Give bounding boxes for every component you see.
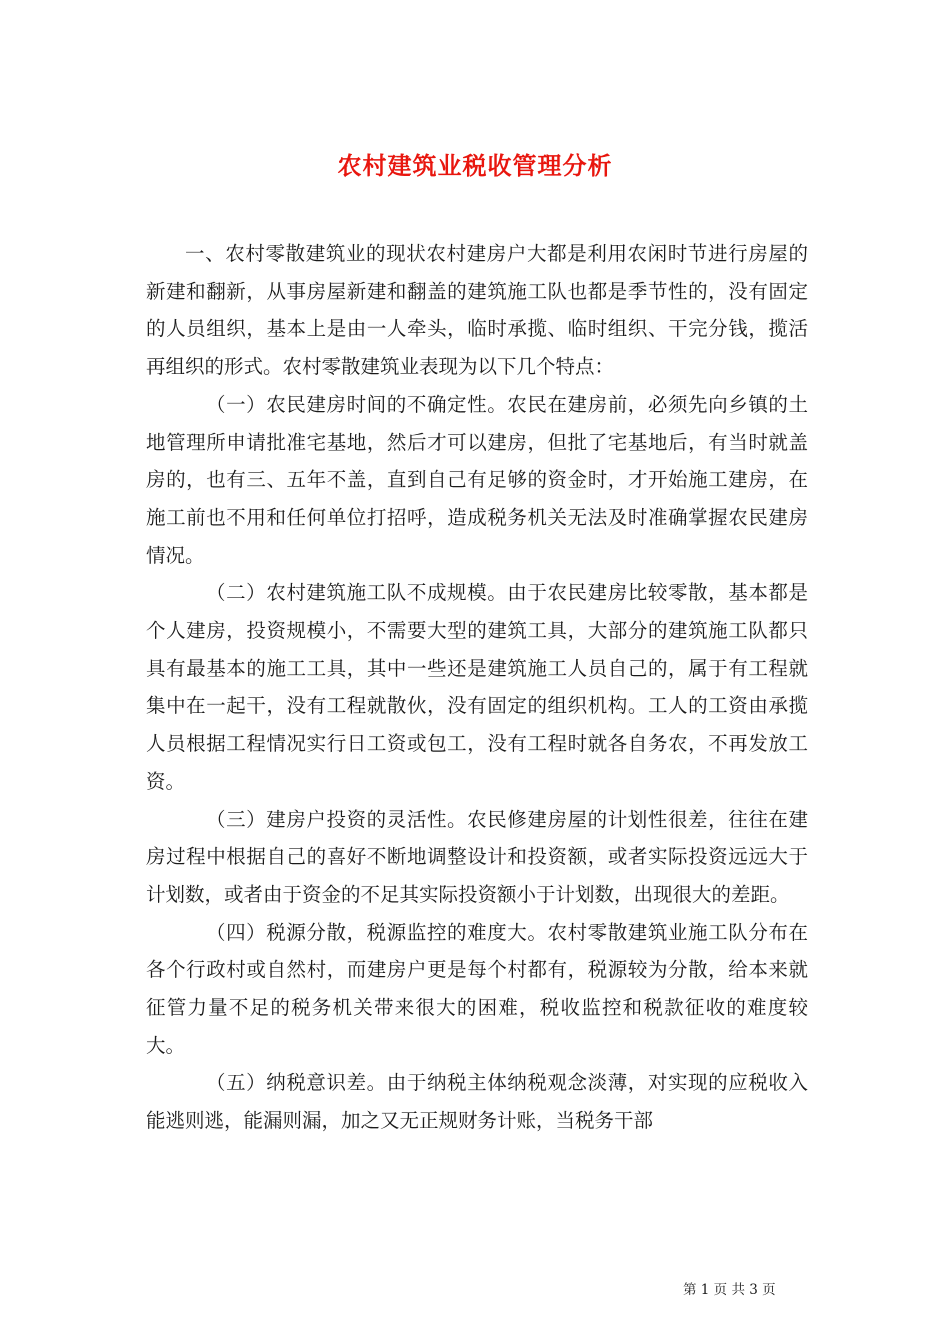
- page-number-label: 第 1 页 共 3 页: [683, 1282, 776, 1298]
- page-number-footer: [683, 1278, 776, 1298]
- paragraph-item-5: （五）纳税意识差。由于纳税主体纳税观念淡薄，对实现的应税收入能逃则逃，能漏则漏，加之又无正规财务计账，当税务干部: [146, 1071, 808, 1133]
- paragraph-item-4: （四）税源分散，税源监控的难度大。农村零散建筑业施工队分布在各个行政村或自然村，而建房户更是每个村都有，税源较为分散，给本来就征管力量不足的税务机关带来很大的困难，税收监控和税款征收的难度较大。: [146, 920, 808, 1057]
- paragraph-item-1: （一）农民建房时间的不确定性。农民在建房前，必须先向乡镇的土地管理所申请批准宅基地，然后才可以建房，但批了宅基地后，有当时就盖房的，也有三、五年不盖，直到自己有足够的资金时，才开始施工建房，在施工前也不用和任何单位打招呼，造成税务机关无法及时准确掌握农民建房情况。: [146, 392, 808, 567]
- document-title: 农村建筑业税收管理分析: [337, 151, 613, 181]
- paragraph-item-2: （二）农村建筑施工队不成规模。由于农民建房比较零散，基本都是个人建房，投资规模小，不需要大型的建筑工具，大部分的建筑施工队都只具有最基本的施工工具，其中一些还是建筑施工人员自己的，属于有工程就集中在一起干，没有工程就散伙，没有固定的组织机构。工人的工资由承揽人员根据工程情况实行日工资或包工，没有工程时就各自务农，不再发放工资。: [146, 581, 808, 793]
- document-body: [146, 235, 808, 1140]
- paragraph-item-3: （三）建房户投资的灵活性。农民修建房屋的计划性很差，往往在建房过程中根据自己的喜好不断地调整设计和投资额，或者实际投资远远大于计划数，或者由于资金的不足其实际投资额小于计划数，出现很大的差距。: [146, 807, 808, 906]
- paragraph-intro: 一、农村零散建筑业的现状农村建房户大都是利用农闲时节进行房屋的新建和翻新，从事房屋新建和翻盖的建筑施工队也都是季节性的，没有固定的人员组织，基本上是由一人牵头，临时承揽、临时组织、干完分钱，揽活再组织的形式。农村零散建筑业表现为以下几个特点：: [146, 242, 808, 379]
